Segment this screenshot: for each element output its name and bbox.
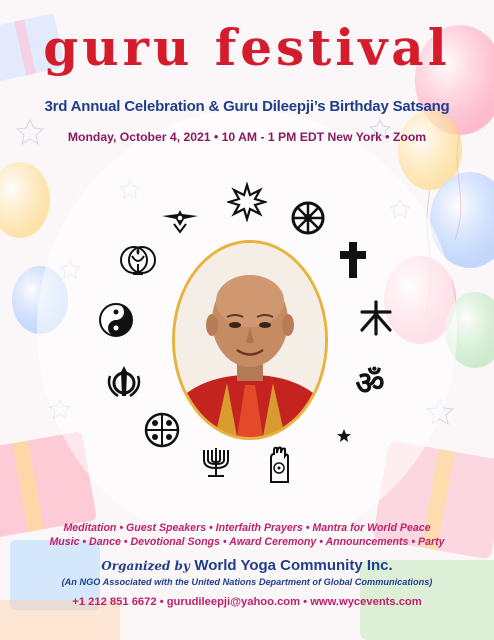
yin-yang-icon [96,300,136,340]
faravahar-icon [160,198,200,238]
organized-by [0,556,494,576]
ngo-note: (An NGO Associated with the United Nations Department of Global Communications) [61,577,433,587]
khanda-icon [104,362,144,402]
star-crescent-icon [314,414,354,454]
activities-line-2: Music • Dance • Devotional Songs • Award Ceremony • Announcements • Party [49,536,445,548]
organized-by-label: Organized by [101,559,190,573]
guru-portrait [172,240,328,440]
jain-hand-icon [259,444,299,484]
shinto-kanji-icon [356,298,396,338]
contact-info[interactable]: +1 212 851 6672 • gurudileepji@yahoo.com • www.wycevents.com [72,596,422,608]
om-icon [350,362,390,402]
svg-text:ॐ: ॐ [355,364,385,402]
event-date-time: Monday, October 4, 2021 • 10 AM - 1 PM EDT New York • Zoom [67,130,427,144]
bahai-star-icon [227,182,267,222]
native-medicine-wheel-icon [142,410,182,450]
organizer-name[interactable]: World Yoga Community Inc. [194,557,393,574]
christian-cross-icon [333,240,373,280]
unitarian-chalice-icon [118,240,158,280]
dharma-wheel-icon [288,198,328,238]
menorah-icon [196,442,236,482]
event-subtitle: 3rd Annual Celebration & Guru Dileepji’s Birthday Satsang [44,98,450,115]
festival-title: guru festival [43,18,451,77]
activities-line-1: Meditation • Guest Speakers • Interfaith Prayers • Mantra for World Peace [63,522,431,534]
